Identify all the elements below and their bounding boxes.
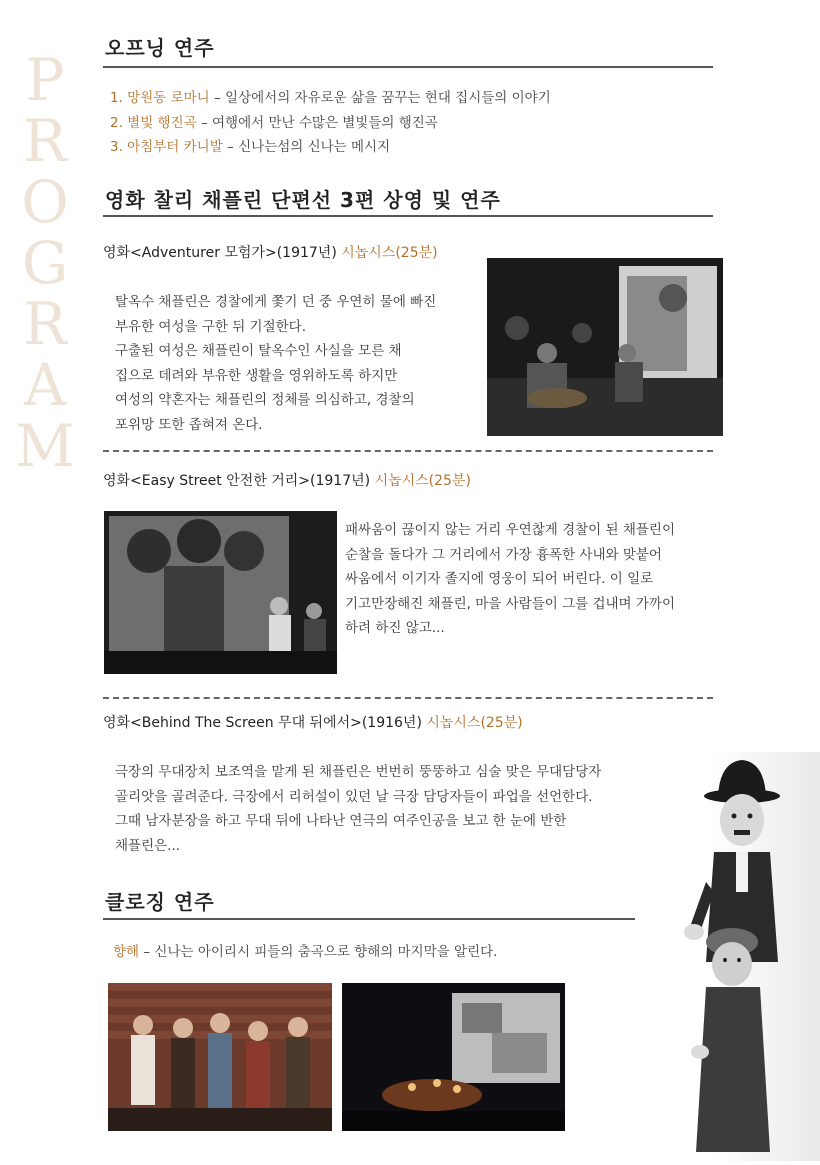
program-side-title xyxy=(10,46,80,550)
closing-heading: 클로징 연주 xyxy=(105,890,215,914)
film-title-adventurer: 영화<Adventurer 모험가>(1917년) 시놉시스(25분) xyxy=(103,245,438,261)
opening-heading: 오프닝 연주 xyxy=(105,36,215,60)
opening-list xyxy=(110,86,710,160)
opening-rule xyxy=(103,66,713,68)
film-title-easy-street: 영화<Easy Street 안전한 거리>(1917년) 시놉시스(25분) xyxy=(103,473,471,489)
section-divider xyxy=(103,450,713,452)
film-desc-adventurer: 탈옥수 채플린은 경찰에게 쫓기 던 중 우연히 물에 빠진 부유한 여성을 구한 뒤 기절한다. 구출된 여성은 채플린이 탈옥수인 사실을 모른 채 집으로 데려와 부유한 생활을 영위하도록 하지만 여성의 약혼자는 채플린의 정체를 의심하고, 경찰의 포위망 또한 좁혀져 온다. xyxy=(115,294,437,433)
film-desc-behind-the-screen: 극장의 무대장치 보조역을 맡게 된 채플린은 번번히 뚱뚱하고 심술 맞은 무대담당자 골리앗을 골려준다. 극장에서 리허설이 있던 날 극장 담당자들이 파업을 선언한다. 그때 남자분장을 하고 무대 뒤에 나타난 연극의 여주인공을 보고 한 눈에 반한 채플린은... xyxy=(115,764,602,854)
concert-photo-easy-street xyxy=(104,511,337,674)
opening-item: 2. 별빛 행진곡 – 여행에서 만난 수많은 별빛들의 행진곡 xyxy=(110,114,438,131)
film-title-behind-the-screen: 영화<Behind The Screen 무대 뒤에서>(1916년) 시놉시스(25분) xyxy=(103,715,523,731)
opening-item: 3. 아침부터 카니발 – 신나는섬의 신나는 메시지 xyxy=(110,139,391,155)
section-divider xyxy=(103,697,713,699)
concert-photo-stage xyxy=(487,258,723,436)
closing-item: 향해 – 신나는 아이리시 피들의 춤곡으로 향해의 마지막을 알린다. xyxy=(113,944,498,960)
side-letter: M xyxy=(15,412,75,480)
side-letter: P xyxy=(25,46,65,114)
side-letter: O xyxy=(21,168,69,236)
side-letter: R xyxy=(23,290,67,358)
side-letter: R xyxy=(23,107,67,175)
band-photo xyxy=(108,983,332,1131)
theater-photo xyxy=(342,983,565,1131)
opening-item: 1. 망원동 로마니 – 일상에서의 자유로운 삶을 꿈꾸는 현대 집시들의 이야기 xyxy=(110,90,551,106)
films-heading: 영화 찰리 채플린 단편선 3편 상영 및 연주 xyxy=(105,188,501,212)
side-letter: A xyxy=(24,351,66,419)
film-desc-easy-street: 패싸움이 끊이지 않는 거리 우연찮게 경찰이 된 채플린이 순찰을 돌다가 그 거리에서 가장 흉폭한 사내와 맞붙어 싸움에서 이기자 졸지에 영웅이 되어 버린다. 이 일로 기고만장해진 채플린, 마을 사람들이 그를 겁내며 가까이 하려 하진 않고... xyxy=(345,522,675,636)
side-letter: G xyxy=(21,229,69,297)
chaplin-figures-illustration xyxy=(670,752,820,1161)
closing-rule xyxy=(103,918,635,920)
films-rule xyxy=(103,215,713,217)
